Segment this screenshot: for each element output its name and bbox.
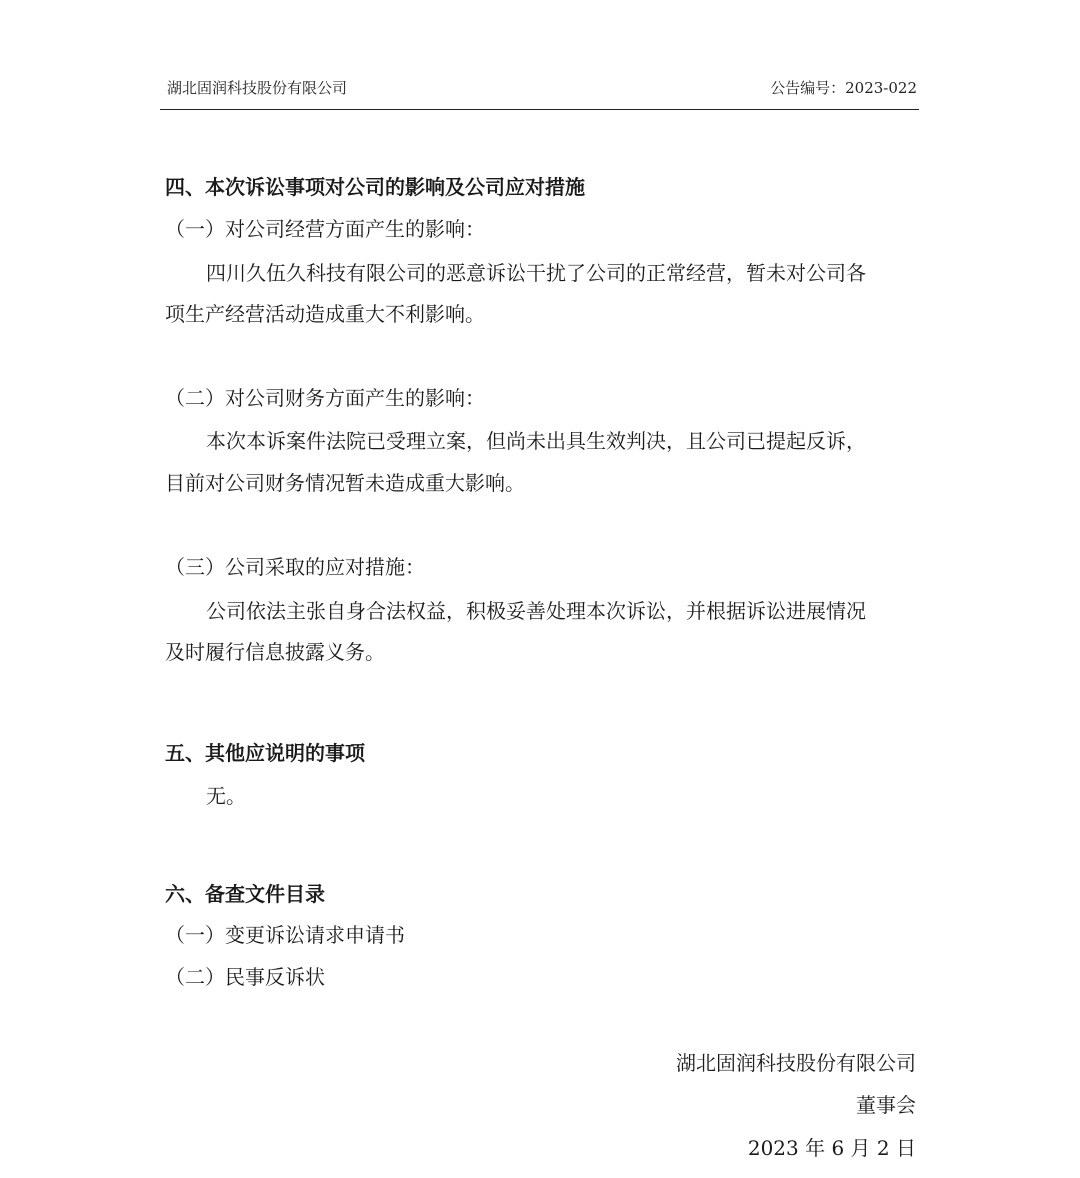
section-5-body: 无。 <box>206 784 246 808</box>
section-6-item-2: （二）民事反诉状 <box>165 965 325 989</box>
announcement-number: 公告编号：2023-022 <box>770 79 917 97</box>
section-4-sub2-paragraph-line1: 本次本诉案件法院已受理立案，但尚未出具生效判决，且公司已提起反诉， <box>206 429 866 453</box>
section-4-sub3-title: （三）公司采取的应对措施： <box>165 555 425 579</box>
section-4-sub3-paragraph-line2: 及时履行信息披露义务。 <box>165 640 385 664</box>
signature-board: 董事会 <box>856 1093 916 1117</box>
section-6-item-1: （一）变更诉讼请求申请书 <box>165 923 405 947</box>
section-4-sub2-paragraph-line2: 目前对公司财务情况暂未造成重大影响。 <box>165 471 525 495</box>
signature-company: 湖北固润科技股份有限公司 <box>676 1051 916 1075</box>
section-4-sub1-paragraph-line1: 四川久伍久科技有限公司的恶意诉讼干扰了公司的正常经营，暂未对公司各 <box>206 261 866 285</box>
section-4-sub3-paragraph-line1: 公司依法主张自身合法权益，积极妥善处理本次诉讼，并根据诉讼进展情况 <box>206 599 866 623</box>
section-4-sub1-paragraph-line2: 项生产经营活动造成重大不利影响。 <box>165 302 485 326</box>
section-5-heading: 五、其他应说明的事项 <box>165 741 365 765</box>
section-4-sub2-title: （二）对公司财务方面产生的影响： <box>165 386 485 410</box>
header-divider <box>160 109 919 110</box>
header-company-name: 湖北固润科技股份有限公司 <box>167 79 348 97</box>
section-6-heading: 六、备查文件目录 <box>165 882 325 906</box>
section-4-heading: 四、本次诉讼事项对公司的影响及公司应对措施 <box>165 175 585 199</box>
section-4-sub1-title: （一）对公司经营方面产生的影响： <box>165 217 485 241</box>
signature-date: 2023 年 6 月 2 日 <box>747 1136 916 1160</box>
